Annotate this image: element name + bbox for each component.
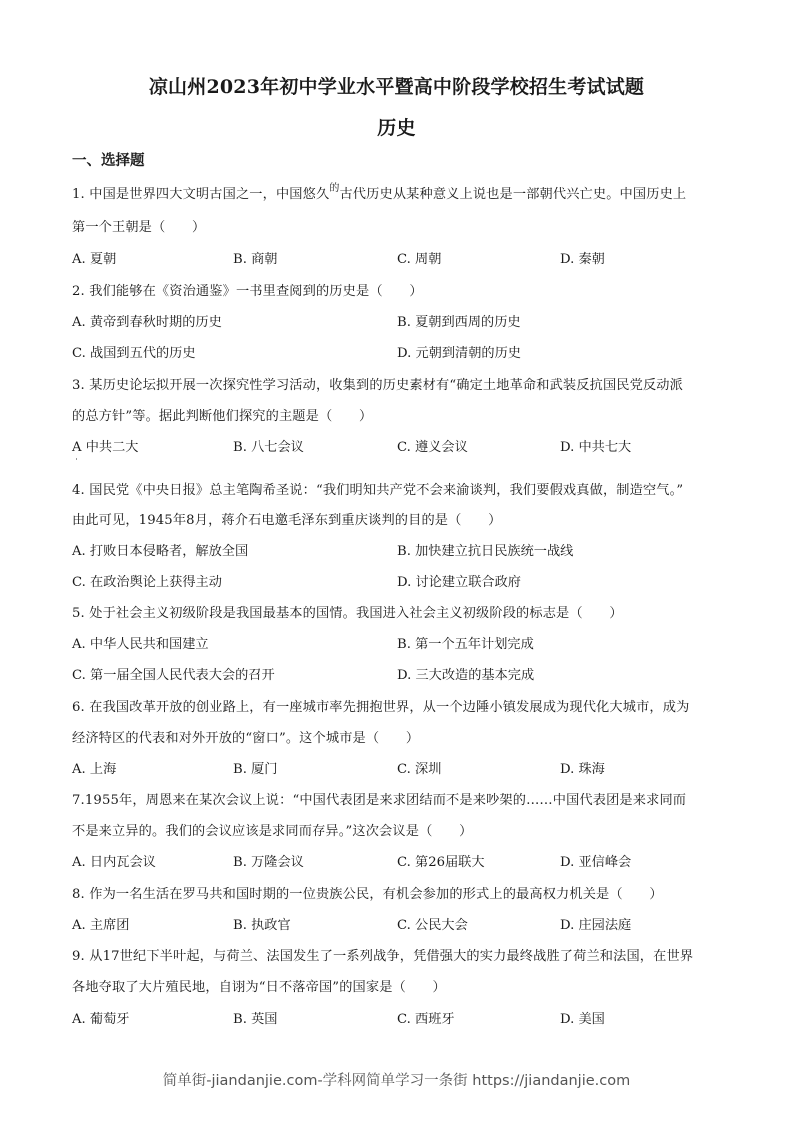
exam-title: 凉山州2023年初中学业水平暨高中阶段学校招生考试试题 [148, 76, 645, 98]
question-stem-line: 不是来立异的。我们的会议应该是求同而存异。”这次会议是（ ） [72, 824, 473, 839]
option-c: C. 战国到五代的历史 [72, 346, 196, 361]
question-number: 3. [72, 378, 85, 393]
question-number: 8. [72, 887, 85, 902]
section-heading: 一、选择题 [72, 152, 145, 169]
option-b: B. 八七会议 [233, 440, 304, 455]
option-c: C. 遵义会议 [397, 440, 468, 455]
option-b: B. 第一个五年计划完成 [397, 637, 534, 652]
option-d: D. 元朝到清朝的历史 [397, 346, 521, 361]
stem-text: 古代历史从某种意义上说也是一部朝代兴亡史。中国历史上 [339, 187, 687, 202]
question-number: 9. [72, 949, 85, 964]
question-stem-line: 各地夺取了大片殖民地，自诩为“日不落帝国”的国家是（ ） [72, 980, 446, 995]
option-d: D. 亚信峰会 [560, 855, 632, 870]
subject-title: 历史 [377, 117, 416, 139]
option-b: B. 万隆会议 [233, 855, 304, 870]
option-b: B. 英国 [233, 1012, 278, 1027]
option-b: B. 厦门 [233, 762, 278, 777]
option-a: A. 主席团 [72, 918, 130, 933]
question-number: 6. [72, 700, 85, 715]
option-a: A. 中华人民共和国建立 [72, 637, 209, 652]
question-number: 7. [72, 793, 85, 808]
option-a: A. 黄帝到春秋时期的历史 [72, 315, 222, 330]
option-a: A. 打败日本侵略者，解放全国 [72, 544, 249, 559]
option-d: D. 中共七大 [560, 440, 632, 455]
question-number: 4. [72, 483, 85, 498]
footer-watermark: 简单街-jiandanjie.com-学科网简单学习一条街 https://jiandanjie.com [162, 1073, 631, 1089]
question-stem-line: 8. 作为一名生活在罗马共和国时期的一位贵族公民，有机会参加的形式上的最高权力机关是（ ） [72, 887, 663, 902]
question-stem-line: 3. 某历史论坛拟开展一次探究性学习活动，收集到的历史素材有“确定土地革命和武装反抗国民党反动派 [72, 378, 683, 393]
question-stem-line: 9. 从17世纪下半叶起，与荷兰、法国发生了一系列战争，凭借强大的实力最终战胜了荷兰和法国，在世界 [72, 949, 694, 964]
question-stem-line: 6. 在我国改革开放的创业路上，有一座城市率先拥抱世界，从一个边陲小镇发展成为现代化大城市，成为 [72, 700, 690, 715]
stray-mark [76, 458, 77, 460]
option-d: D. 讨论建立联合政府 [397, 575, 521, 590]
option-b: B. 执政官 [233, 918, 291, 933]
question-stem-line: 5. 处于社会主义初级阶段是我国最基本的国情。我国进入社会主义初级阶段的标志是（ ） [72, 606, 623, 621]
question-stem-line: 4. 国民党《中央日报》总主笔陶希圣说：“我们明知共产党不会来渝谈判，我们要假戏真做，制造空气。” [72, 483, 684, 498]
option-c: C. 第26届联大 [397, 855, 485, 870]
question-number: 2. [72, 284, 85, 299]
option-d: D. 庄园法庭 [560, 918, 632, 933]
option-d: D. 秦朝 [560, 252, 605, 267]
stem-text: 中国是世界四大文明古国之一，中国悠久 [89, 187, 330, 202]
option-b: B. 商朝 [233, 252, 278, 267]
question-stem-line: 经济特区的代表和对外开放的“窗口”。这个城市是（ ） [72, 731, 420, 746]
superscript-text: 的 [329, 183, 340, 194]
option-b: B. 加快建立抗日民族统一战线 [397, 544, 574, 559]
question-stem-line: 的总方针”等。据此判断他们探究的主题是（ ） [72, 409, 373, 424]
option-a: A. 日内瓦会议 [72, 855, 156, 870]
option-a: A. 葡萄牙 [72, 1012, 130, 1027]
option-d: D. 珠海 [560, 762, 605, 777]
option-d: D. 三大改造的基本完成 [397, 668, 535, 683]
question-stem-line: 第一个王朝是（ ） [72, 220, 206, 235]
option-c: C. 第一届全国人民代表大会的召开 [72, 668, 275, 683]
option-b: B. 夏朝到西周的历史 [397, 315, 521, 330]
option-c: C. 公民大会 [397, 918, 468, 933]
option-c: C. 周朝 [397, 252, 442, 267]
option-a: A 中共二大 [72, 440, 139, 455]
option-c: C. 在政治舆论上获得主动 [72, 575, 222, 590]
question-number: 1. [72, 187, 85, 202]
option-a: A. 夏朝 [72, 252, 117, 267]
question-stem-line: 由此可见，1945年8月，蒋介石电邀毛泽东到重庆谈判的目的是（ ） [72, 513, 502, 528]
option-c: C. 深圳 [397, 762, 442, 777]
option-a: A. 上海 [72, 762, 117, 777]
question-stem-line: 2. 我们能够在《资治通鉴》一书里查阅到的历史是（ ） [72, 284, 423, 299]
question-number: 5. [72, 606, 85, 621]
option-c: C. 西班牙 [397, 1012, 455, 1027]
option-d: D. 美国 [560, 1012, 605, 1027]
question-stem-line [72, 183, 686, 202]
question-stem-line: 7.1955年，周恩来在某次会议上说：“中国代表团是来求团结而不是来吵架的……中国代表团是来求同而 [72, 793, 687, 808]
